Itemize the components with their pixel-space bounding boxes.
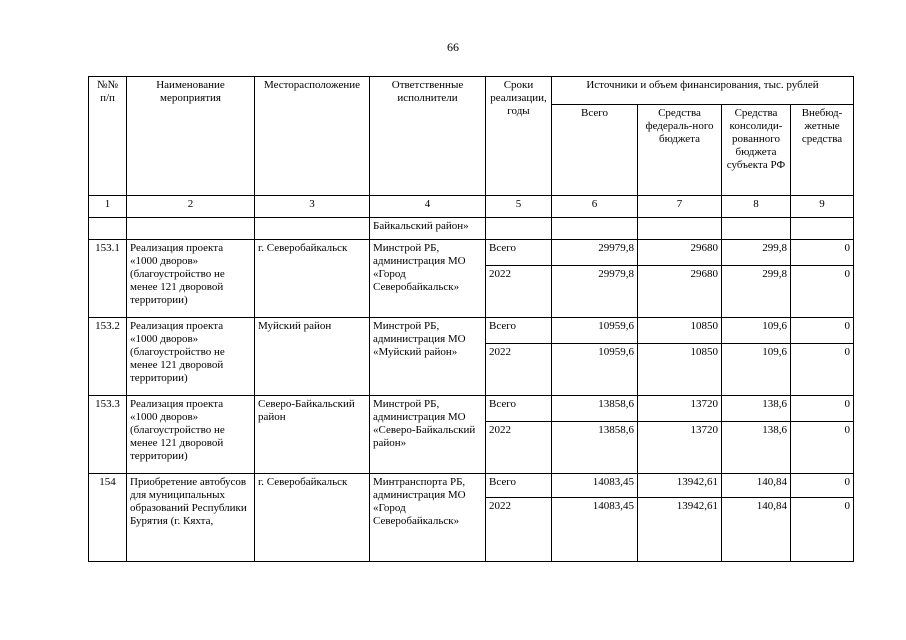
row-name: Реализация проекта «1000 дворов» (благоустройство не менее 121 дворовой территории) bbox=[127, 318, 255, 396]
row-total: 13858,6 bbox=[552, 422, 638, 474]
row-period: Всего bbox=[486, 240, 552, 266]
row-extra: 0 bbox=[791, 240, 854, 266]
table-row bbox=[89, 240, 854, 266]
row-period: Всего bbox=[486, 474, 552, 498]
row-period: 2022 bbox=[486, 498, 552, 562]
row-period: 2022 bbox=[486, 344, 552, 396]
header-consolidated: Средства консолиди-рованного бюджета субъекта РФ bbox=[722, 105, 791, 196]
row-responsible: Минстрой РБ, администрация МО «Город Северобайкальск» bbox=[370, 240, 486, 318]
continuation-row bbox=[89, 218, 854, 240]
header-row bbox=[89, 77, 854, 105]
row-consolidated: 109,6 bbox=[722, 318, 791, 344]
header-location: Месторасположение bbox=[255, 77, 370, 196]
row-federal: 13942,61 bbox=[638, 498, 722, 562]
page-number: 66 bbox=[447, 40, 459, 54]
table-row bbox=[89, 474, 854, 498]
row-location: Муйский район bbox=[255, 318, 370, 396]
row-period: Всего bbox=[486, 396, 552, 422]
row-extra: 0 bbox=[791, 344, 854, 396]
column-number: 7 bbox=[638, 196, 722, 218]
row-total: 29979,8 bbox=[552, 266, 638, 318]
row-consolidated: 299,8 bbox=[722, 266, 791, 318]
row-federal: 13720 bbox=[638, 422, 722, 474]
row-number: 153.2 bbox=[89, 318, 127, 396]
row-extra: 0 bbox=[791, 422, 854, 474]
row-federal: 29680 bbox=[638, 240, 722, 266]
row-location: Северо-Байкальский район bbox=[255, 396, 370, 474]
row-responsible: Минстрой РБ, администрация МО «Муйский район» bbox=[370, 318, 486, 396]
header-terms: Сроки реализации, годы bbox=[486, 77, 552, 196]
row-total: 10959,6 bbox=[552, 344, 638, 396]
column-numbers-row bbox=[89, 196, 854, 218]
row-total: 10959,6 bbox=[552, 318, 638, 344]
row-consolidated: 109,6 bbox=[722, 344, 791, 396]
header-federal: Средства федераль-ного бюджета bbox=[638, 105, 722, 196]
column-number: 3 bbox=[255, 196, 370, 218]
row-federal: 13720 bbox=[638, 396, 722, 422]
row-total: 13858,6 bbox=[552, 396, 638, 422]
row-total: 29979,8 bbox=[552, 240, 638, 266]
column-number: 4 bbox=[370, 196, 486, 218]
row-name: Реализация проекта «1000 дворов» (благоустройство не менее 121 дворовой территории) bbox=[127, 396, 255, 474]
row-federal: 29680 bbox=[638, 266, 722, 318]
row-federal: 13942,61 bbox=[638, 474, 722, 498]
column-number: 8 bbox=[722, 196, 791, 218]
table-row bbox=[89, 318, 854, 344]
row-name: Приобретение автобусов для муниципальных образований Республики Бурятия (г. Кяхта, bbox=[127, 474, 255, 562]
row-total: 14083,45 bbox=[552, 498, 638, 562]
header-total: Всего bbox=[552, 105, 638, 196]
column-number: 2 bbox=[127, 196, 255, 218]
row-period: 2022 bbox=[486, 266, 552, 318]
header-name: Наименование мероприятия bbox=[127, 77, 255, 196]
row-number: 153.3 bbox=[89, 396, 127, 474]
row-location: г. Северобайкальск bbox=[255, 240, 370, 318]
row-number: 153.1 bbox=[89, 240, 127, 318]
row-responsible: Минтранспорта РБ, администрация МО «Город Северобайкальск» bbox=[370, 474, 486, 562]
row-name: Реализация проекта «1000 дворов» (благоустройство не менее 121 дворовой территории) bbox=[127, 240, 255, 318]
row-extra: 0 bbox=[791, 266, 854, 318]
row-consolidated: 140,84 bbox=[722, 498, 791, 562]
row-federal: 10850 bbox=[638, 344, 722, 396]
row-federal: 10850 bbox=[638, 318, 722, 344]
row-location: г. Северобайкальск bbox=[255, 474, 370, 562]
column-number: 1 bbox=[89, 196, 127, 218]
row-extra: 0 bbox=[791, 474, 854, 498]
row-responsible: Минстрой РБ, администрация МО «Северо-Байкальский район» bbox=[370, 396, 486, 474]
row-extra: 0 bbox=[791, 396, 854, 422]
column-number: 6 bbox=[552, 196, 638, 218]
table-row bbox=[89, 396, 854, 422]
continuation-text: Байкальский район» bbox=[370, 218, 486, 240]
header-no: №№ п/п bbox=[89, 77, 127, 196]
funding-table bbox=[88, 76, 854, 562]
row-period: Всего bbox=[486, 318, 552, 344]
row-consolidated: 140,84 bbox=[722, 474, 791, 498]
row-consolidated: 299,8 bbox=[722, 240, 791, 266]
row-period: 2022 bbox=[486, 422, 552, 474]
row-consolidated: 138,6 bbox=[722, 422, 791, 474]
row-extra: 0 bbox=[791, 318, 854, 344]
row-number: 154 bbox=[89, 474, 127, 562]
row-total: 14083,45 bbox=[552, 474, 638, 498]
column-number: 9 bbox=[791, 196, 854, 218]
row-extra: 0 bbox=[791, 498, 854, 562]
header-extra: Внебюд-жетные средства bbox=[791, 105, 854, 196]
header-responsible: Ответственные исполнители bbox=[370, 77, 486, 196]
header-funding: Источники и объем финансирования, тыс. рублей bbox=[552, 77, 854, 105]
column-number: 5 bbox=[486, 196, 552, 218]
row-consolidated: 138,6 bbox=[722, 396, 791, 422]
